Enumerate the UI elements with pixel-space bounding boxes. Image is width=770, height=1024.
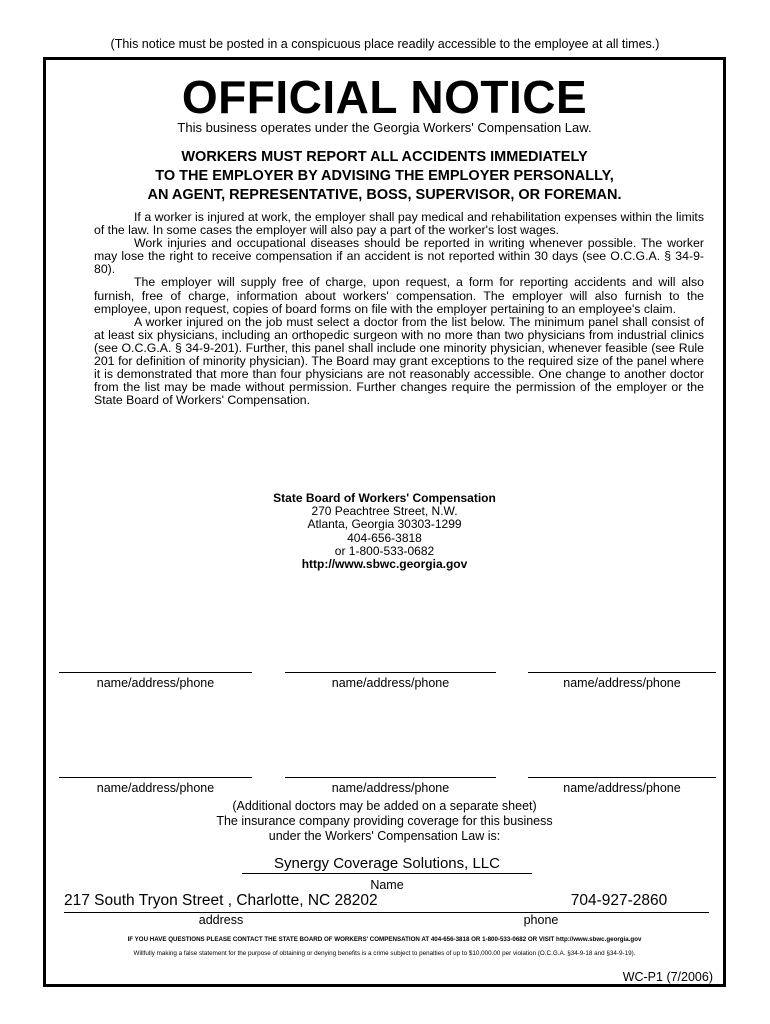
name-label: Name [370, 878, 404, 892]
physician-slot [528, 777, 716, 795]
headline-line: AN AGENT, REPRESENTATIVE, BOSS, SUPERVISOR, OR FOREMAN. [147, 187, 622, 203]
insurance-intro-line: under the Workers' Compensation Law is: [268, 829, 501, 843]
physician-slot-label: name/address/phone [96, 781, 215, 795]
notice-subtitle: This business operates under the Georgia Workers' Compensation Law. [177, 120, 592, 135]
board-name: State Board of Workers' Compensation [273, 491, 496, 505]
physician-slot-label: name/address/phone [331, 781, 450, 795]
insurance-intro [46, 799, 723, 844]
notice-frame [43, 57, 726, 987]
physician-slot-label: name/address/phone [331, 676, 450, 690]
physician-row [46, 672, 723, 702]
body-paragraph: The employer will supply free of charge, upon request, a form for reporting accidents and will also furnish, free of charge, information about workers' compensation. The employer will also furnish to the employee, upon request, copies of board forms on file with the employer pertaining to an employee's claim. [94, 275, 704, 316]
signature-line [285, 777, 496, 778]
insurance-address: 217 South Tryon Street , Charlotte, NC 28202 [64, 892, 534, 913]
physician-slot [59, 777, 252, 795]
signature-line [285, 672, 496, 673]
board-tollfree: or 1-800-533-0682 [334, 543, 435, 558]
physician-slot-label: name/address/phone [563, 781, 681, 795]
board-street: 270 Peachtree Street, N.W. [311, 504, 458, 519]
physician-slot [59, 672, 252, 690]
physician-slot-label: name/address/phone [563, 676, 681, 690]
headline-line: WORKERS MUST REPORT ALL ACCIDENTS IMMEDIATELY [181, 149, 588, 165]
physician-slot [285, 672, 496, 690]
board-contact-block [46, 492, 723, 571]
signature-line [528, 672, 716, 673]
insurance-intro-line: (Additional doctors may be added on a separate sheet) [232, 799, 537, 813]
form-id: WC-P1 (7/2006) [622, 970, 713, 984]
contact-note: IF YOU HAVE QUESTIONS PLEASE CONTACT THE STATE BOARD OF WORKERS' COMPENSATION AT 404-656-3818 OR 1-800-533-0682 OR VISIT http://www.sbwc.georgia.gov [127, 936, 642, 943]
report-headline [46, 148, 723, 205]
insurance-company-name: Synergy Coverage Solutions, LLC [242, 855, 532, 874]
insurance-intro-line: The insurance company providing coverage for this business [216, 814, 553, 828]
body-paragraph: If a worker is injured at work, the employer shall pay medical and rehabilitation expenses within the limits of the law. In some cases the employer will also pay a part of the worker's lost wages. [94, 210, 704, 238]
insurance-phone: 704-927-2860 [529, 892, 709, 913]
posting-note: (This notice must be posted in a conspicuous place readily accessible to the employee at all times.) [110, 37, 660, 51]
phone-label: phone [523, 913, 559, 927]
physician-slot [285, 777, 496, 795]
notice-title: OFFICIAL NOTICE [181, 71, 588, 123]
address-label: address [198, 913, 244, 927]
signature-line [59, 777, 252, 778]
board-phone: 404-656-3818 [347, 530, 422, 545]
body-paragraph: A worker injured on the job must select a doctor from the list below. The minimum panel shall consist of at least six physicians, including an orthopedic surgeon with no more than two physicians from industrial clinics (see O.C.G.A. § 34-9-201). Further, this panel shall include one minority physician, whenever feasible (see Rule 201 for definition of minority physician). The Board may grant exceptions to the required size of the panel where it is demonstrated that more than four physicians are not reasonably accessible. One change to another doctor from the list may be made without permission. Further changes require the permission of the employer or the State Board of Workers' Compensation. [94, 314, 704, 408]
signature-line [59, 672, 252, 673]
notice-body [94, 211, 704, 407]
board-city: Atlanta, Georgia 30303-1299 [307, 517, 462, 532]
body-paragraph: Work injuries and occupational diseases should be reported in writing whenever possible. The worker may lose the right to receive compensation if an accident is not reported within 30 days (see O.C.G.A. § 34-9-80). [94, 236, 704, 277]
board-website: http://www.sbwc.georgia.gov [301, 557, 468, 572]
physician-slot [528, 672, 716, 690]
physician-slot-label: name/address/phone [96, 676, 215, 690]
headline-line: TO THE EMPLOYER BY ADVISING THE EMPLOYER PERSONALLY, [155, 168, 614, 184]
penalty-note: Willfully making a false statement for the purpose of obtaining or denying benefits is a crime subject to penalties of up to $10,000.00 per violation (O.C.G.A. §34-9-18 and §34-9-19). [133, 950, 636, 957]
signature-line [528, 777, 716, 778]
